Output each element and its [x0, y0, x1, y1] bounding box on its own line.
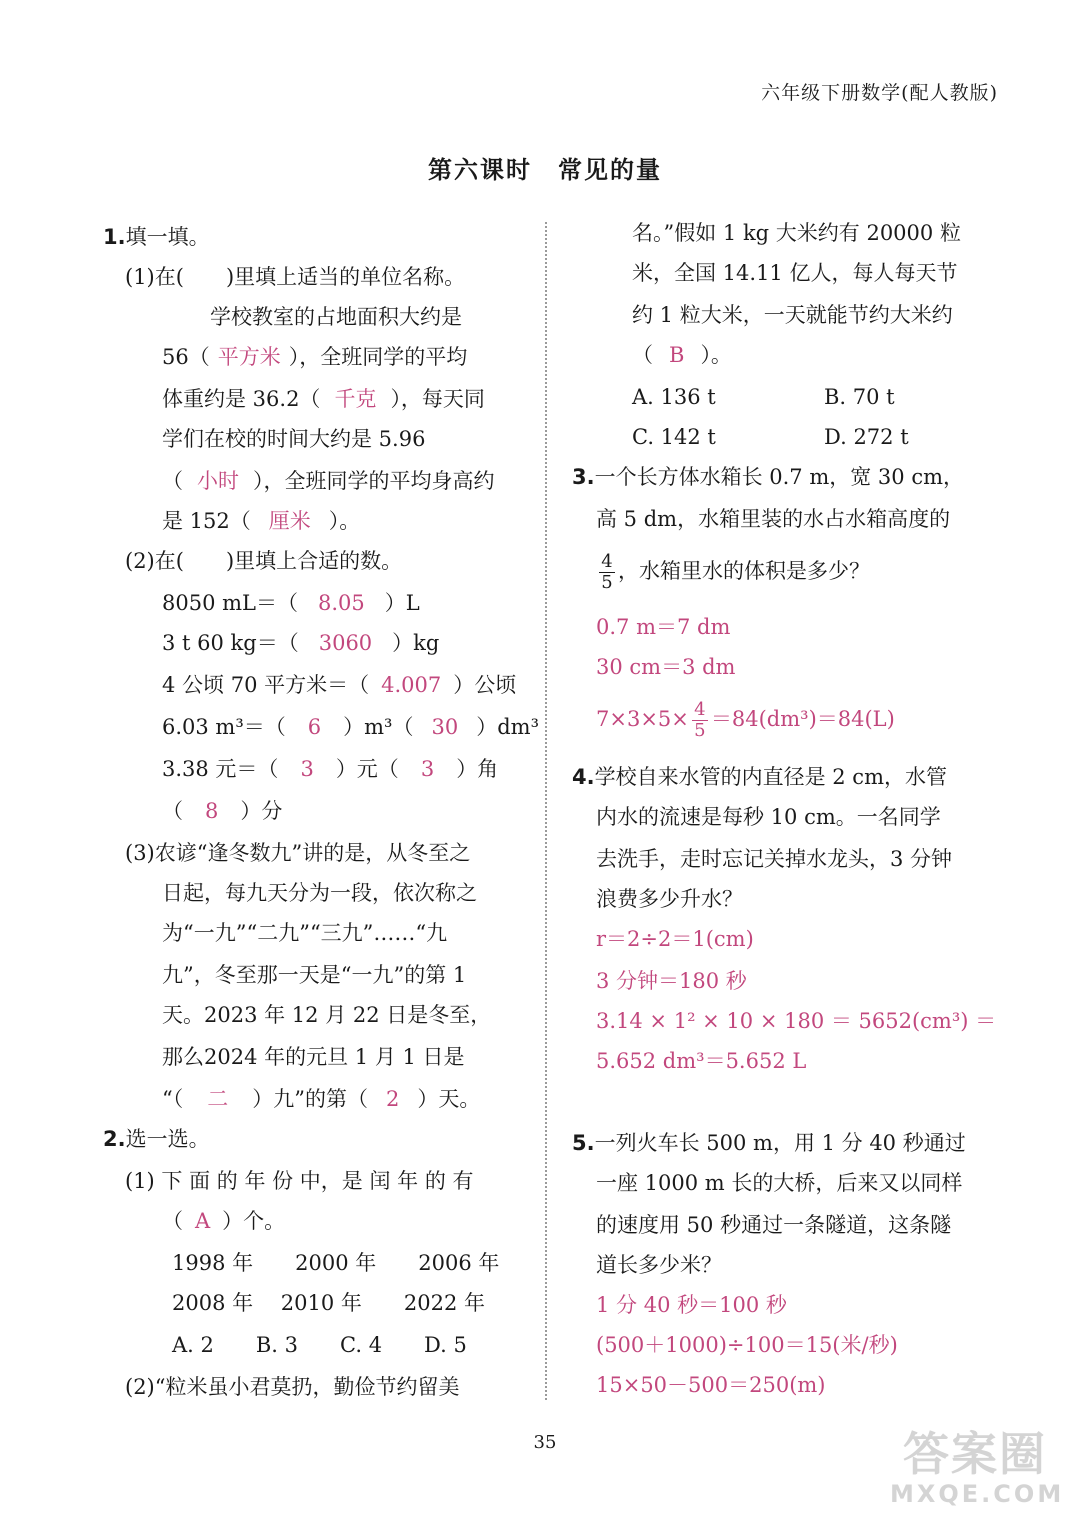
- q5-line1: 5.一列火车长 500 m，用 1 分 40 秒通过: [572, 1131, 966, 1155]
- q1-heading-text: 填一填。: [125, 225, 210, 249]
- page-title: 第六课时 常见的量: [428, 156, 662, 184]
- answer-blank: A: [195, 1209, 211, 1233]
- q2-p1-line2: （ A ）个。: [162, 1209, 286, 1233]
- fraction: $\frac{4}{5}$: [692, 700, 708, 741]
- q2-p2-line5: （ B ）。: [632, 343, 732, 367]
- q4-line4: 浪费多少升水？: [596, 887, 743, 911]
- q1-p3-line3: 为“一九”“二九”“三九”……“九: [162, 921, 448, 945]
- q1-p1-line2: 学校教室的占地面积大约是: [210, 305, 462, 329]
- q3-solution-3: 7×3×5× $\frac{4}{5}$ ＝84(dm³)＝84(L): [596, 699, 895, 741]
- fraction: $\frac{4}{5}$: [599, 552, 615, 593]
- q2-p2-optD: D. 272 t: [824, 425, 909, 449]
- q1-p1-line3: 56（ 平方米 ），全班同学的平均: [162, 345, 468, 369]
- q1-p1-line7: 是 152（ 厘米 ）。: [162, 509, 361, 533]
- q1-number: 1.: [103, 225, 126, 249]
- q3-line2: 高 5 dm，水箱里装的水占水箱高度的: [596, 507, 951, 531]
- watermark-line2: MXQE.COM: [890, 1480, 1065, 1508]
- q1-p3-line6: 那么2024 年的元旦 1 月 1 日是: [162, 1045, 465, 1069]
- q3-number: 3.: [572, 465, 595, 489]
- q2-p1-line1: (1) 下 面 的 年 份 中，是 闰 年 的 有: [125, 1169, 474, 1193]
- q1-p2-row3: 4 公顷 70 平方米＝（ 4.007 ）公顷: [162, 673, 517, 697]
- q1-p1-line4: 体重约是 36.2（ 千克 ），每天同: [162, 387, 485, 411]
- page-number: 35: [533, 1432, 557, 1453]
- q2-p1-years2: 2008 年 2010 年 2022 年: [172, 1291, 486, 1315]
- q5-line4: 道长多少米？: [596, 1253, 722, 1277]
- q2-p2-optA: A. 136 t: [632, 385, 716, 409]
- q1-p2-row4: 6.03 m³＝（ 6 ）m³（ 30 ）dm³: [162, 715, 539, 739]
- answer-blank: B: [669, 343, 685, 367]
- q4-line1: 4.学校自来水管的内直径是 2 cm，水管: [572, 765, 947, 789]
- answer-blank: 3: [300, 757, 314, 781]
- q4-solution-3: 3.14 × 1² × 10 × 180 ＝ 5652(cm³) ＝: [596, 1009, 997, 1033]
- answer-blank: 3060: [318, 631, 373, 655]
- q3-line1: 3.一个长方体水箱长 0.7 m，宽 30 cm，: [572, 465, 964, 489]
- q1-p2-line1: (2)在( )里填上合适的数。: [125, 549, 403, 573]
- q4-solution-1: r＝2÷2＝1(cm): [596, 927, 754, 951]
- q2-p2-optB: B. 70 t: [824, 385, 895, 409]
- answer-blank: 4.007: [381, 673, 442, 697]
- answer-blank: 2: [386, 1087, 400, 1111]
- q1-p3-line4: 九”，冬至那一天是“一九”的第 1: [162, 963, 467, 987]
- watermark-line1: 答案圈: [903, 1427, 1047, 1481]
- answer-blank: 厘米: [268, 509, 311, 533]
- q5-line3: 的速度用 50 秒通过一条隧道，这条隧: [596, 1213, 952, 1237]
- q5-number: 5.: [572, 1131, 595, 1155]
- q4-solution-2: 3 分钟＝180 秒: [596, 969, 747, 993]
- q2-heading-text: 选一选。: [125, 1127, 210, 1151]
- q2-p2-line1: (2)“粒米虽小君莫扔，勤俭节约留美: [125, 1375, 460, 1399]
- q1-p3-line7: “（ 二 ）九”的第（ 2 ）天。: [162, 1087, 481, 1111]
- answer-blank: 小时: [197, 469, 239, 493]
- watermark-logo: [890, 1427, 1065, 1518]
- q1-p3-line1: (3)农谚“逢冬数九”讲的是，从冬至之: [125, 841, 471, 865]
- q2-p2-line4: 约 1 粒大米，一天就能节约大米约: [632, 303, 953, 327]
- q1-p1-line1: (1)在( )里填上适当的单位名称。: [125, 265, 466, 289]
- q2-number: 2.: [103, 1127, 126, 1151]
- answer-blank: 8.05: [317, 591, 365, 615]
- answer-blank: 6: [307, 715, 322, 739]
- q2-p2-line2: 名。”假如 1 kg 大米约有 20000 粒: [632, 221, 961, 245]
- q5-line2: 一座 1000 m 长的大桥，后来又以同样: [596, 1171, 963, 1195]
- column-divider: [545, 222, 547, 1400]
- q2-p2-optC: C. 142 t: [632, 425, 716, 449]
- q2-heading: [103, 1124, 210, 1154]
- answer-blank: 平方米: [217, 345, 281, 369]
- q3-solution-1: 0.7 m＝7 dm: [596, 615, 731, 639]
- q4-line2: 内水的流速是每秒 10 cm。一名同学: [596, 805, 941, 829]
- q1-p3-line5: 天。2023 年 12 月 22 日是冬至，: [162, 1003, 492, 1027]
- answer-blank: 二: [207, 1087, 229, 1111]
- q5-solution-1: 1 分 40 秒＝100 秒: [596, 1293, 787, 1317]
- book-header: 六年级下册数学(配人教版): [761, 82, 998, 104]
- q5-solution-3: 15×50－500＝250(m): [596, 1373, 826, 1397]
- q2-p1-options: A. 2 B. 3 C. 4 D. 5: [172, 1333, 467, 1357]
- q1-p2-row2: 3 t 60 kg＝（ 3060 ）kg: [162, 631, 440, 655]
- answer-blank: 千克: [334, 387, 377, 411]
- q4-line3: 去洗手，走时忘记关掉水龙头，3 分钟: [596, 847, 953, 871]
- q1-p2-row5: 3.38 元＝（ 3 ）元（ 3 ）角: [162, 757, 499, 781]
- answer-blank: 30: [431, 715, 459, 739]
- q3-solution-2: 30 cm＝3 dm: [596, 655, 736, 679]
- q1-p1-line6: （ 小时 ），全班同学的平均身高约: [162, 469, 495, 493]
- q4-solution-4: 5.652 dm³＝5.652 L: [596, 1049, 807, 1073]
- q4-number: 4.: [572, 765, 595, 789]
- q3-line3: $\frac{4}{5}$ ，水箱里水的体积是多少？: [596, 552, 870, 593]
- q1-p2-row1: 8050 mL＝（ 8.05 ）L: [162, 591, 420, 615]
- answer-blank: 3: [420, 757, 435, 781]
- q1-heading: [103, 222, 210, 252]
- q1-p3-line2: 日起，每九天分为一段，依次称之: [162, 881, 477, 905]
- q1-p1-line5: 学们在校的时间大约是 5.96: [162, 427, 426, 451]
- q1-p2-row6: （ 8 ）分: [162, 799, 283, 823]
- q5-solution-2: (500＋1000)÷100＝15(米/秒): [596, 1333, 898, 1357]
- q2-p2-line3: 米，全国 14.11 亿人，每人每天节: [632, 261, 958, 285]
- answer-blank: 8: [205, 799, 219, 823]
- q2-p1-years1: 1998 年 2000 年 2006 年: [172, 1251, 500, 1275]
